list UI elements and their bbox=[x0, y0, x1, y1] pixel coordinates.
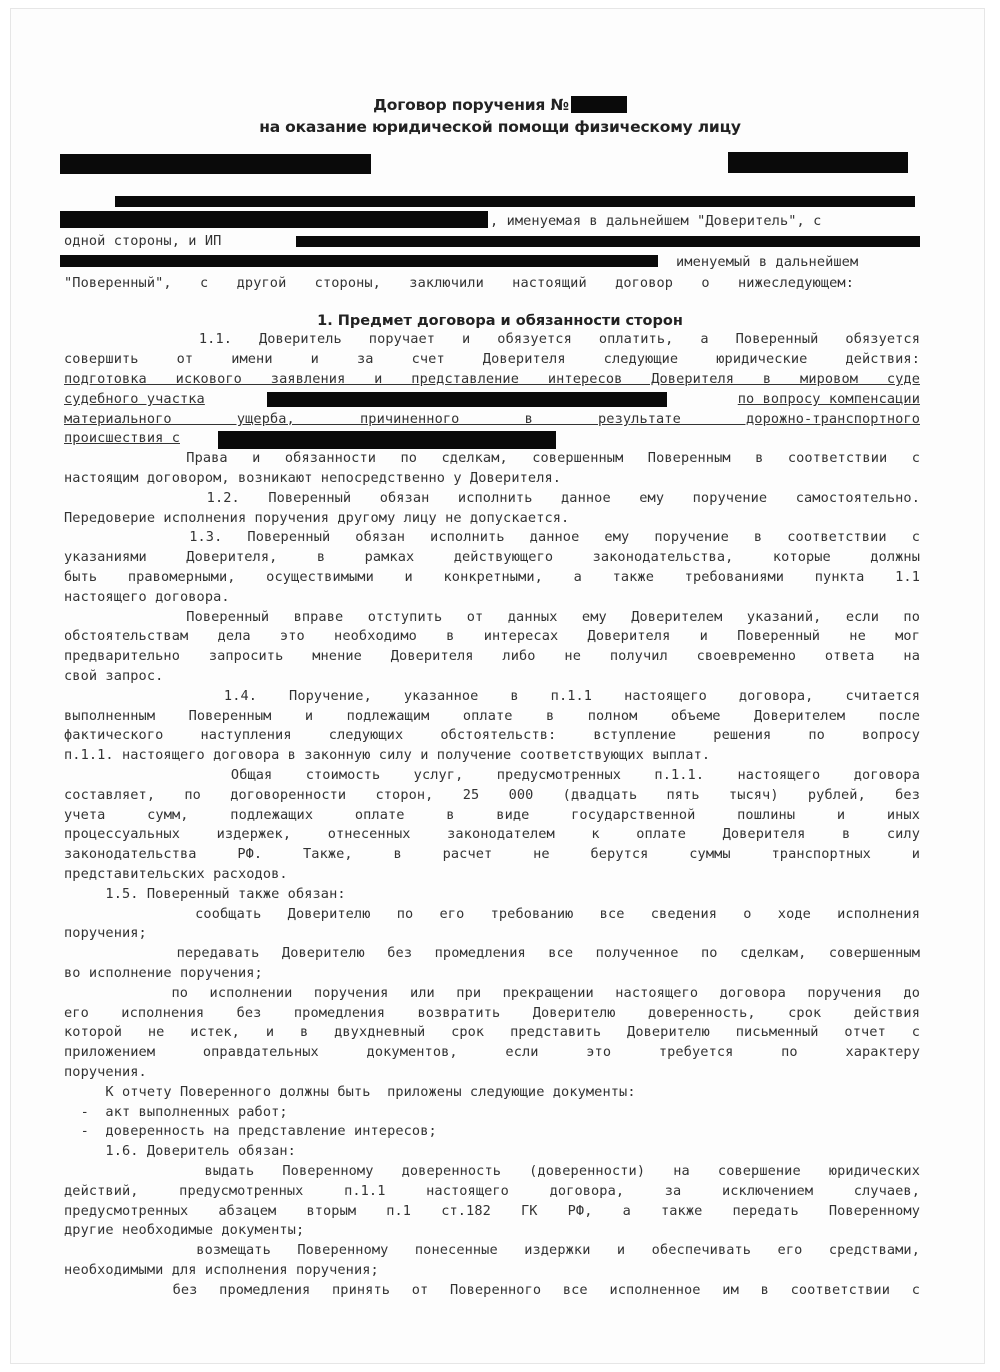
text-line: Общая стоимость услуг, предусмотренных п.1.1. настоящего договора bbox=[64, 767, 920, 783]
text-line: учета сумм, подлежащих оплате в виде государственной пошлины и иных bbox=[64, 807, 920, 823]
redaction bbox=[218, 431, 556, 449]
text-line: "Поверенный", с другой стороны, заключили настоящий договор о нижеследующем: bbox=[64, 275, 854, 291]
text-line: 1.3. Поверенный обязан исполнить данное ему поручение в соответствии с bbox=[64, 529, 920, 545]
redaction bbox=[60, 154, 371, 174]
text-line: свой запрос. bbox=[64, 668, 164, 684]
title-line1: Договор поручения № bbox=[373, 96, 569, 114]
text-line: приложением оправдательных документов, если это требуется по характеру bbox=[64, 1044, 920, 1060]
text-line: 1.4. Поручение, указанное в п.1.1 настоящего договора, считается bbox=[64, 688, 920, 704]
redaction bbox=[115, 196, 915, 207]
text-line: судебного участка bbox=[64, 391, 205, 407]
text-line: одной стороны, и ИП bbox=[64, 233, 222, 249]
text-line: предварительно запросить мнение Доверителя либо не получил своевременно ответа на bbox=[64, 648, 920, 664]
text-line: Поверенный вправе отступить от данных ему Доверителем указаний, если по bbox=[64, 609, 920, 625]
text-line: материального ущерба, причиненного в результате дорожно-транспортного bbox=[64, 411, 920, 427]
text-line: Передоверие исполнения поручения другому лицу не допускается. bbox=[64, 510, 570, 526]
text-line: которой не истек, и в двухдневный срок представить Доверителю письменный отчет с bbox=[64, 1024, 920, 1040]
redaction bbox=[60, 211, 488, 228]
text-line: обстоятельствам дела это необходимо в интересах Доверителя и Поверенный не мог bbox=[64, 628, 920, 644]
text-line: необходимыми для исполнения поручения; bbox=[64, 1262, 379, 1278]
text-line: быть правомерными, осуществимыми и конкретными, а также требованиями пункта 1.1 bbox=[64, 569, 920, 585]
text-line: указаниями Доверителя, в рамках действующего законодательства, которые должны bbox=[64, 549, 920, 565]
section-heading: 1. Предмет договора и обязанности сторон bbox=[317, 313, 683, 329]
text-line: 1.2. Поверенный обязан исполнить данное ему поручение самостоятельно. bbox=[64, 490, 920, 506]
text-line: предусмотренных абзацем вторым п.1 ст.182 ГК РФ, а также передать Поверенному bbox=[64, 1203, 920, 1219]
text-line: К отчету Поверенного должны быть приложены следующие документы: bbox=[64, 1084, 636, 1100]
text-line: подготовка искового заявления и представление интересов Доверителя в мировом суде bbox=[64, 371, 920, 387]
redaction bbox=[60, 255, 658, 267]
text-line: по вопросу компенсации bbox=[737, 391, 920, 407]
redaction bbox=[728, 152, 908, 173]
text-line: настоящим договором, возникают непосредственно у Доверителя. bbox=[64, 470, 562, 486]
text-line: выдать Поверенному доверенность (доверенности) на совершение юридических bbox=[64, 1163, 920, 1179]
document-subtitle: на оказание юридической помощи физическому лицу bbox=[259, 118, 741, 136]
text-line: действий, предусмотренных п.1.1 настоящего договора, за исключением случаев, bbox=[64, 1183, 920, 1199]
list-item: - акт выполненных работ; bbox=[64, 1104, 288, 1120]
document-title bbox=[0, 96, 1000, 114]
text-line: 1.5. Поверенный также обязан: bbox=[64, 886, 346, 902]
text-line: фактического наступления следующих обстоятельств: вступление решения по вопросу bbox=[64, 727, 920, 743]
text-line: составляет, по договоренности сторон, 25 000 (двадцать пять тысяч) рублей, без bbox=[64, 787, 920, 803]
redaction bbox=[267, 392, 667, 407]
text-line: без промедления принять от Поверенного все исполненное им в соответствии с bbox=[64, 1282, 920, 1298]
text-line: , именуемая в дальнейшем "Доверитель", с bbox=[490, 213, 822, 229]
text-line: 1.1. Доверитель поручает и обязуется оплатить, а Поверенный обязуется bbox=[64, 331, 920, 347]
text-line: выполненным Поверенным и подлежащим оплате в полном объеме Доверителем после bbox=[64, 708, 920, 724]
text-line: настоящего договора. bbox=[64, 589, 230, 605]
text-line: законодательства РФ. Также, в расчет не берутся суммы транспортных и bbox=[64, 846, 920, 862]
text-line: возмещать Поверенному понесенные издержки и обеспечивать его средствами, bbox=[64, 1242, 920, 1258]
text-line: по исполнении поручения или при прекращении настоящего договора поручения до bbox=[64, 985, 920, 1001]
text-line: именуемый в дальнейшем bbox=[676, 254, 859, 270]
text-line: поручения; bbox=[64, 925, 147, 941]
text-line: Права и обязанности по сделкам, совершенным Поверенным в соответствии с bbox=[64, 450, 920, 466]
text-line: происшествия с bbox=[64, 430, 180, 446]
text-line: п.1.1. настоящего договора в законную силу и получение соответствующих выплат. bbox=[64, 747, 711, 763]
redaction bbox=[296, 236, 920, 247]
list-item: - доверенность на представление интересов; bbox=[64, 1123, 437, 1139]
text-line: передавать Доверителю без промедления все полученное по сделкам, совершенным bbox=[64, 945, 920, 961]
text-line: сообщать Доверителю по его требованию все сведения о ходе исполнения bbox=[64, 906, 920, 922]
text-line: поручения. bbox=[64, 1064, 147, 1080]
text-line: во исполнение поручения; bbox=[64, 965, 263, 981]
text-line: его исполнения без промедления возвратить Доверителю доверенность, срок действия bbox=[64, 1005, 920, 1021]
text-line: представительских расходов. bbox=[64, 866, 288, 882]
text-line: процессуальных издержек, отнесенных законодателем к оплате Доверителя в силу bbox=[64, 826, 920, 842]
text-line: 1.6. Доверитель обязан: bbox=[64, 1143, 296, 1159]
text-line: совершить от имени и за счет Доверителя следующие юридические действия: bbox=[64, 351, 920, 367]
text-line: другие необходимые документы; bbox=[64, 1222, 305, 1238]
redaction bbox=[571, 96, 627, 113]
